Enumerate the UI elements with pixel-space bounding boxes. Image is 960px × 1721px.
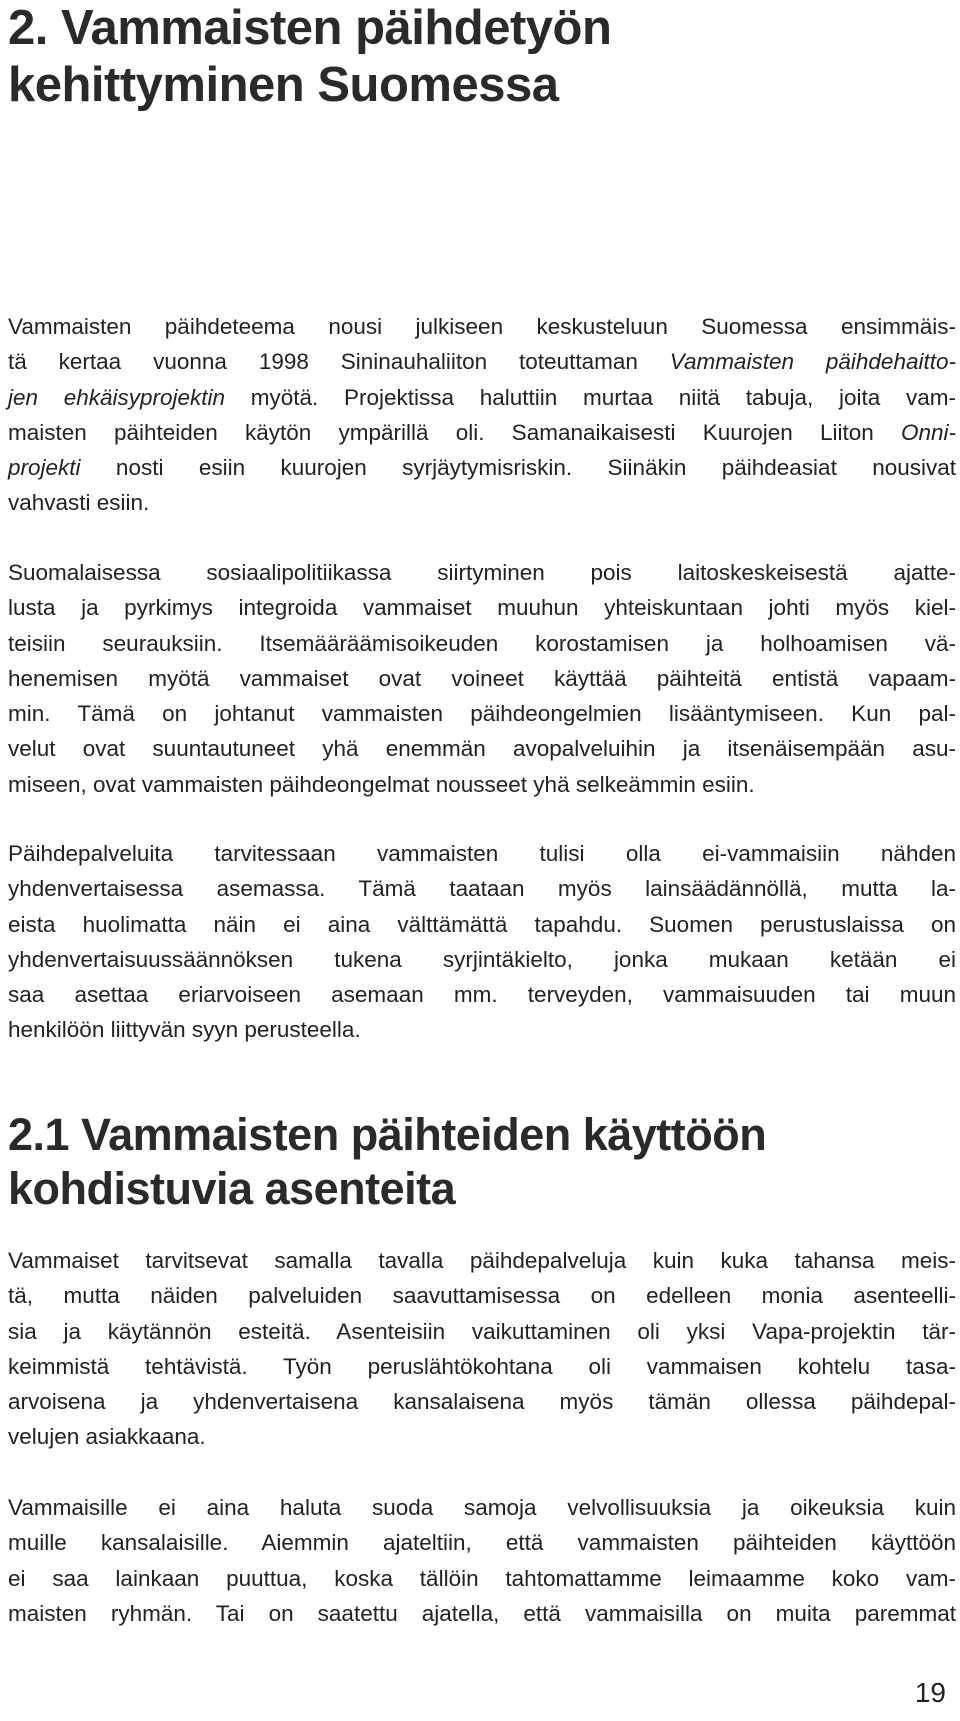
- chapter-title: [8, 0, 948, 114]
- paragraph: [8, 309, 956, 521]
- paragraph-line: teisiin seurauksiin. Itsemääräämisoikeuden korostamisen ja holhoamisen vä-: [8, 630, 956, 656]
- text-run: nosti esiin kuurojen syrjäytymisriskin. Siinäkin päihdeasiat nousivat: [80, 455, 956, 481]
- paragraph-line: henkilöön liittyvän syyn perusteella.: [8, 1017, 361, 1043]
- paragraph-line: muille kansalaisille. Aiemmin ajateltiin, että vammaisten päihteiden käyttöön: [8, 1530, 956, 1556]
- section-title-line: 2.1 Vammaisten päihteiden käyttöön: [8, 1109, 767, 1160]
- paragraph-line: min. Tämä on johtanut vammaisten päihdeongelmien lisääntymiseen. Kun pal-: [8, 701, 956, 727]
- italic-title: jen ehkäisyprojektin: [8, 384, 226, 410]
- paragraph-line: henemisen myötä vammaiset ovat voineet käyttää päihteitä entistä vapaam-: [8, 665, 956, 691]
- paragraph-line: Vammaisten päihdeteema nousi julkiseen keskusteluun Suomessa ensimmäis-: [8, 314, 956, 339]
- paragraph-line: velut ovat suuntautuneet yhä enemmän avopalveluihin ja itsenäisempään asu-: [8, 736, 956, 762]
- paragraph-line: keimmistä tehtävistä. Työn peruslähtökohtana oli vammaisen kohtelu tasa-: [8, 1353, 956, 1379]
- section-title: [8, 1108, 948, 1216]
- paragraph-line: [8, 380, 956, 415]
- section-title-line: kohdistuvia asenteita: [8, 1163, 456, 1214]
- chapter-title-line: 2. Vammaisten päihdetyön: [8, 1, 612, 55]
- paragraph-line: [8, 450, 956, 485]
- paragraph-line: [8, 415, 956, 450]
- italic-title: Vammaisten päihdehaitto-: [669, 349, 956, 375]
- paragraph-line: yhdenvertaisessa asemassa. Tämä taataan myös lainsäädännöllä, mutta la-: [8, 876, 956, 902]
- paragraph: [8, 555, 956, 802]
- text-run: tä kertaa vuonna 1998 Sininauhaliiton toteuttaman: [8, 349, 670, 375]
- paragraph-line: tä, mutta näiden palveluiden saavuttamisessa on edelleen monia asenteelli-: [8, 1283, 956, 1309]
- paragraph: [8, 1243, 956, 1455]
- paragraph-line: Vammaisille ei aina haluta suoda samoja velvollisuuksia ja oikeuksia kuin: [8, 1495, 956, 1520]
- chapter-title-line: kehittyminen Suomessa: [8, 58, 559, 112]
- italic-title: projekti: [8, 455, 81, 481]
- paragraph-line: Vammaiset tarvitsevat samalla tavalla päihdepalveluja kuin kuka tahansa meis-: [8, 1248, 956, 1273]
- paragraph-line: arvoisena ja yhdenvertaisena kansalaisena myös tämän ollessa päihdepal-: [8, 1389, 956, 1415]
- paragraph-line: saa asettaa eriarvoiseen asemaan mm. terveyden, vammaisuuden tai muun: [8, 982, 956, 1008]
- text-run: maisten päihteiden käytön ympärillä oli. Samanaikaisesti Kuurojen Liiton: [8, 419, 901, 445]
- paragraph-line: eista huolimatta näin ei aina välttämättä tapahdu. Suomen perustuslaissa on: [8, 911, 956, 937]
- paragraph-line: velujen asiakkaana.: [8, 1424, 206, 1450]
- paragraph-line: maisten ryhmän. Tai on saatettu ajatella, että vammaisilla on muita paremmat: [8, 1600, 956, 1626]
- paragraph-line: vahvasti esiin.: [8, 490, 150, 516]
- paragraph-line: yhdenvertaisuussäännöksen tukena syrjintäkielto, jonka mukaan ketään ei: [8, 946, 956, 972]
- paragraph-line: lusta ja pyrkimys integroida vammaiset muuhun yhteiskuntaan johti myös kiel-: [8, 595, 956, 621]
- paragraph-line: Suomalaisessa sosiaalipolitiikassa siirtyminen pois laitoskeskeisestä ajatte-: [8, 560, 956, 585]
- paragraph-line: [8, 344, 956, 379]
- paragraph-line: sia ja käytännön esteitä. Asenteisiin vaikuttaminen oli yksi Vapa-projektin tär-: [8, 1318, 956, 1344]
- italic-title: Onni-: [900, 419, 956, 445]
- paragraph-line: Päihdepalveluita tarvitessaan vammaisten tulisi olla ei-vammaisiin nähden: [8, 841, 956, 866]
- text-run: myötä. Projektissa haluttiin murtaa niitä tabuja, joita vam-: [225, 384, 956, 410]
- paragraph-line: ei saa lainkaan puuttua, koska tällöin tahtomattamme leimaamme koko vam-: [8, 1565, 956, 1591]
- page-number: 19: [914, 1677, 946, 1708]
- paragraph: [8, 1490, 956, 1631]
- paragraph-line: miseen, ovat vammaisten päihdeongelmat nousseet yhä selkeämmin esiin.: [8, 771, 755, 797]
- paragraph: [8, 836, 956, 1048]
